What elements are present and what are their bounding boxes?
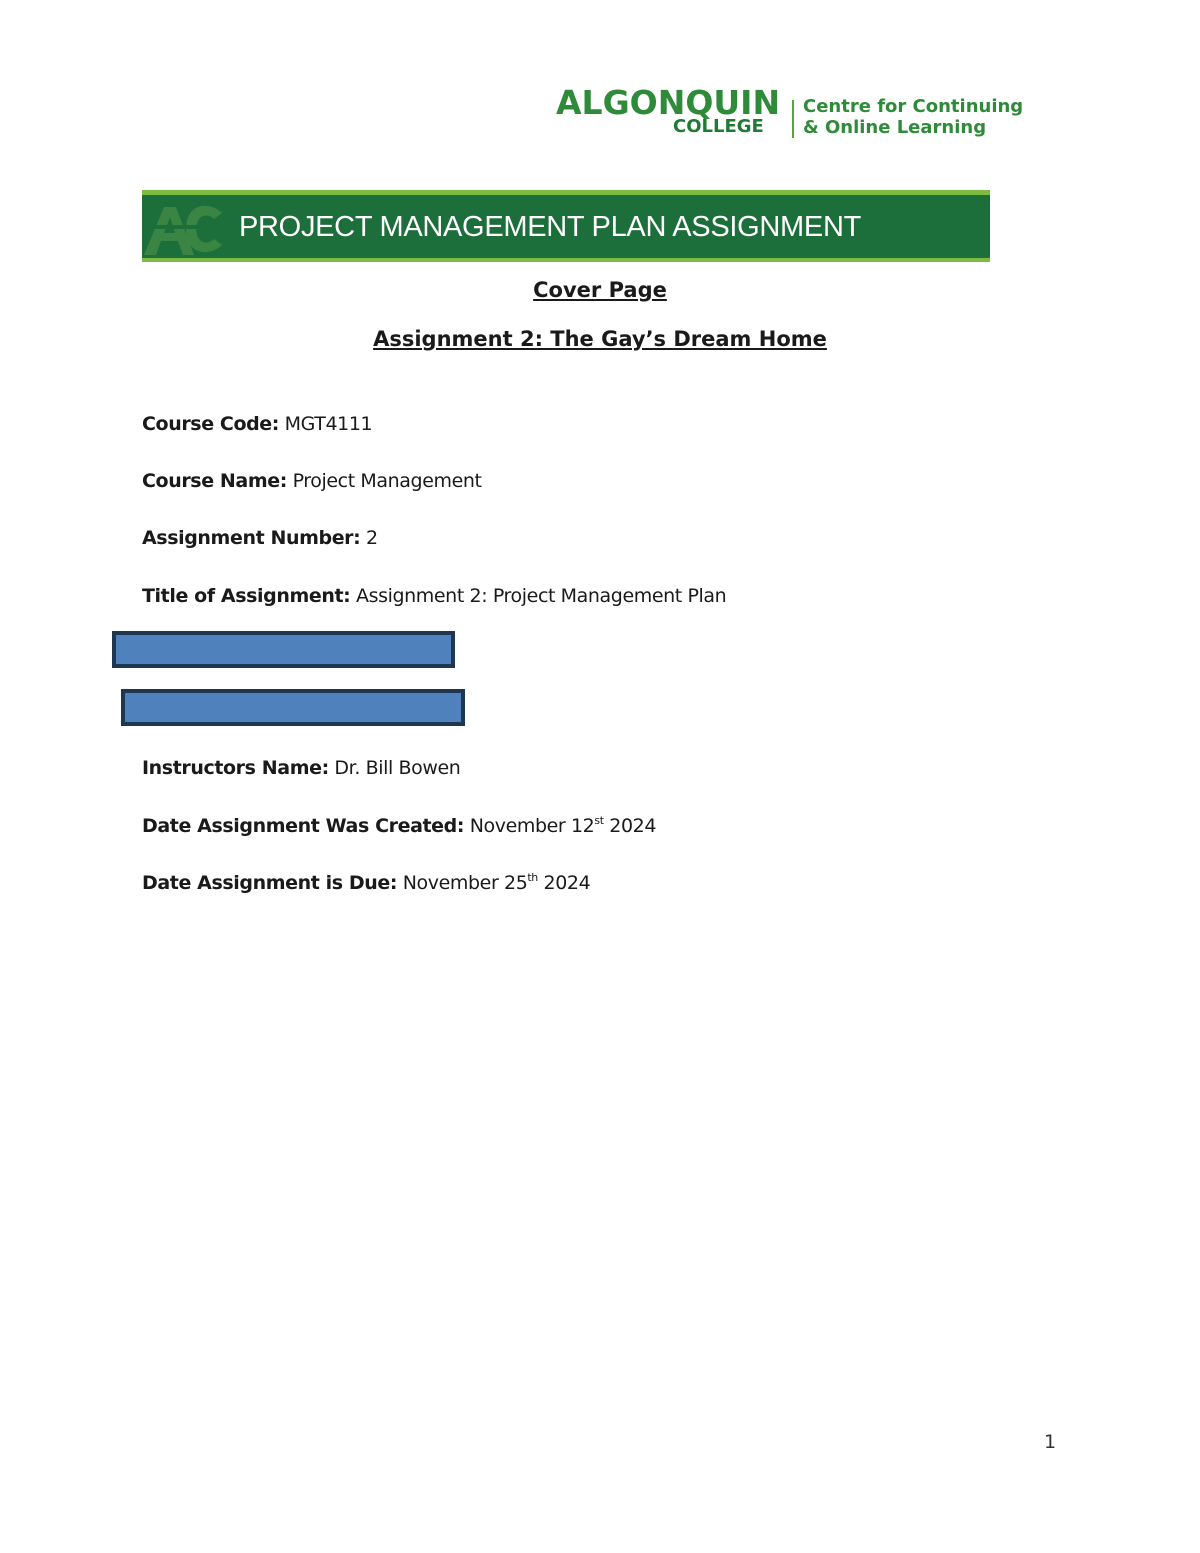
title-of-assignment-value: Assignment 2: Project Management Plan [356,585,727,607]
course-name-row [142,469,482,493]
course-code-label: Course Code: [142,413,279,435]
course-code-row [142,412,372,436]
title-of-assignment-row [142,584,726,608]
logo-college-text: COLLEGE [673,116,764,137]
date-created-row [142,814,656,838]
banner-title: PROJECT MANAGEMENT PLAN ASSIGNMENT [239,211,862,243]
assignment-number-row [142,526,378,550]
redaction-block [121,689,465,726]
logo-online-text: & Online Learning [803,117,987,138]
title-of-assignment-label: Title of Assignment: [142,585,351,607]
ac-monogram-icon [144,201,224,257]
course-code-value: MGT4111 [284,413,373,435]
logo-centre-text: Centre for Continuing [803,96,1024,117]
instructor-value: Dr. Bill Bowen [334,757,461,779]
title-banner [142,190,990,262]
assignment-number-label: Assignment Number: [142,527,361,549]
date-created-label: Date Assignment Was Created: [142,815,465,837]
date-due-year: 2024 [543,872,591,894]
college-logo [556,83,1026,142]
course-name-value: Project Management [292,470,482,492]
redaction-block [112,631,455,668]
cover-page-heading: Cover Page [533,278,667,302]
assignment-number-value: 2 [366,527,378,549]
page-number: 1 [1044,1431,1057,1453]
date-created-year: 2024 [609,815,657,837]
logo-wordmark: ALGONQUIN [556,83,781,122]
date-due-row [142,871,590,895]
date-created-value [470,815,656,837]
instructor-row [142,756,460,780]
date-created-day: November 12 [469,815,595,837]
date-due-label: Date Assignment is Due: [142,872,398,894]
course-name-label: Course Name: [142,470,287,492]
date-due-value [403,872,591,894]
logo-divider [792,100,794,138]
date-created-suffix: st [594,814,604,827]
date-due-suffix: th [527,871,538,884]
assignment-heading: Assignment 2: The Gay’s Dream Home [373,327,827,351]
instructor-label: Instructors Name: [142,757,329,779]
date-due-day: November 25 [402,872,528,894]
